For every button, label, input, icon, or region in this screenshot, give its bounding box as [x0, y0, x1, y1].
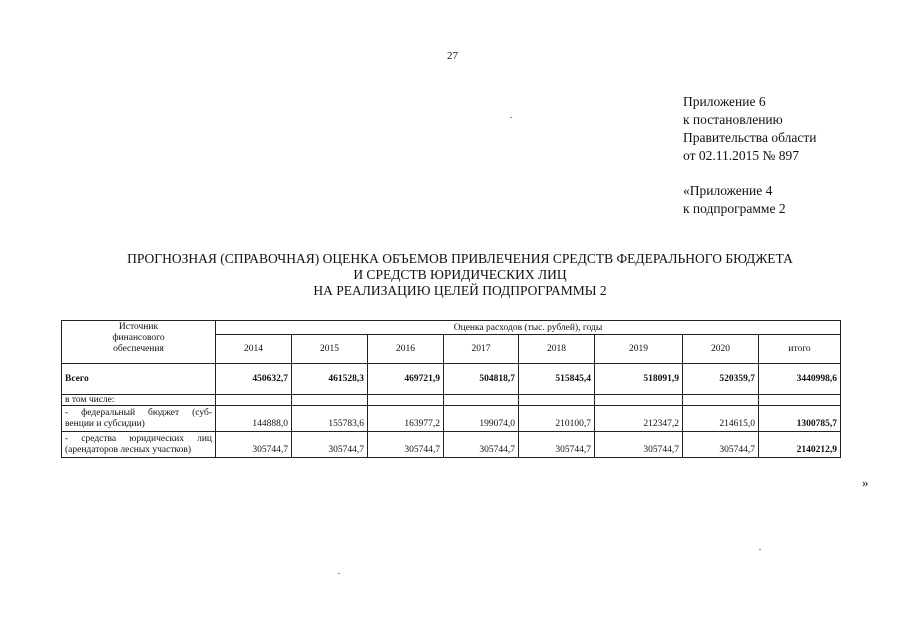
value-cell: 144888,0: [216, 406, 292, 432]
value-cell: 518091,9: [595, 364, 683, 395]
budget-table: [61, 320, 841, 458]
appendix-quote: [683, 182, 786, 218]
expense-estimate-header: Оценка расходов (тыс. рублей), годы: [216, 321, 841, 335]
value-cell: 305744,7: [683, 432, 759, 458]
row-label: Всего: [62, 364, 216, 395]
value-cell: 305744,7: [595, 432, 683, 458]
value-cell: 305744,7: [444, 432, 519, 458]
empty-cell: [368, 395, 444, 406]
appendix-line: Приложение 6: [683, 94, 766, 109]
row-label: в том числе:: [62, 395, 216, 406]
row-label: [62, 406, 216, 432]
closing-quote-mark: »: [862, 475, 869, 490]
year-header-cell: 2015: [292, 335, 368, 364]
value-cell: 305744,7: [519, 432, 595, 458]
table-header-row: [62, 321, 841, 335]
source-header-line: обеспечения: [113, 344, 164, 354]
empty-cell: [595, 395, 683, 406]
appendix-line: от 02.11.2015 № 897: [683, 148, 799, 163]
title-line: ПРОГНОЗНАЯ (СПРАВОЧНАЯ) ОЦЕНКА ОБЪЕМОВ ПРИВЛЕЧЕНИЯ СРЕДСТВ ФЕДЕРАЛЬНОГО БЮДЖЕТА: [127, 251, 793, 266]
page-number: 27: [447, 50, 458, 62]
year-header-cell: 2020: [683, 335, 759, 364]
empty-cell: [759, 395, 841, 406]
year-header-cell: 2019: [595, 335, 683, 364]
title-line: И СРЕДСТВ ЮРИДИЧЕСКИХ ЛИЦ: [353, 267, 567, 282]
row-label-line: - средства юридических лиц: [65, 433, 212, 444]
scan-speck: [510, 117, 512, 118]
source-header-line: Источник: [118, 322, 159, 332]
table-row-including: [62, 395, 841, 406]
empty-cell: [292, 395, 368, 406]
table-row-federal-budget: [62, 406, 841, 432]
total-header-cell: итого: [759, 335, 841, 364]
year-header-cell: 2018: [519, 335, 595, 364]
value-cell: 212347,2: [595, 406, 683, 432]
value-cell: 469721,9: [368, 364, 444, 395]
value-cell: 520359,7: [683, 364, 759, 395]
value-cell: 155783,6: [292, 406, 368, 432]
year-header-cell: 2014: [216, 335, 292, 364]
value-cell: 515845,4: [519, 364, 595, 395]
value-cell: 210100,7: [519, 406, 595, 432]
empty-cell: [519, 395, 595, 406]
scan-speck: [759, 549, 761, 550]
appendix-line: к постановлению: [683, 112, 783, 127]
scan-speck: [338, 573, 340, 574]
value-cell: 450632,7: [216, 364, 292, 395]
appendix-quote-line: «Приложение 4: [683, 183, 773, 198]
row-label: [62, 432, 216, 458]
year-header-cell: 2017: [444, 335, 519, 364]
row-label-line: (арендаторов лесных участков): [65, 444, 192, 455]
table-row-legal-entities: [62, 432, 841, 458]
table-row-total: [62, 364, 841, 395]
value-cell: 504818,7: [444, 364, 519, 395]
value-cell: 199074,0: [444, 406, 519, 432]
appendix-quote-line: к подпрограмме 2: [683, 201, 786, 216]
total-value-cell: 3440998,6: [759, 364, 841, 395]
row-label-line: венции и субсидии): [65, 418, 145, 429]
value-cell: 305744,7: [292, 432, 368, 458]
value-cell: 214615,0: [683, 406, 759, 432]
year-header-cell: 2016: [368, 335, 444, 364]
total-value-cell: 1300785,7: [759, 406, 841, 432]
row-label-line: - федеральный бюджет (суб-: [65, 407, 212, 418]
value-cell: 305744,7: [216, 432, 292, 458]
appendix-reference: [683, 93, 816, 165]
total-value-cell: 2140212,9: [759, 432, 841, 458]
source-header-line: финансового: [112, 333, 165, 343]
empty-cell: [216, 395, 292, 406]
value-cell: 461528,3: [292, 364, 368, 395]
empty-cell: [683, 395, 759, 406]
title-line: НА РЕАЛИЗАЦИЮ ЦЕЛЕЙ ПОДПРОГРАММЫ 2: [313, 283, 607, 298]
value-cell: 305744,7: [368, 432, 444, 458]
source-header-cell: [62, 321, 216, 364]
value-cell: 163977,2: [368, 406, 444, 432]
document-title: [60, 251, 860, 299]
appendix-line: Правительства области: [683, 130, 817, 145]
empty-cell: [444, 395, 519, 406]
